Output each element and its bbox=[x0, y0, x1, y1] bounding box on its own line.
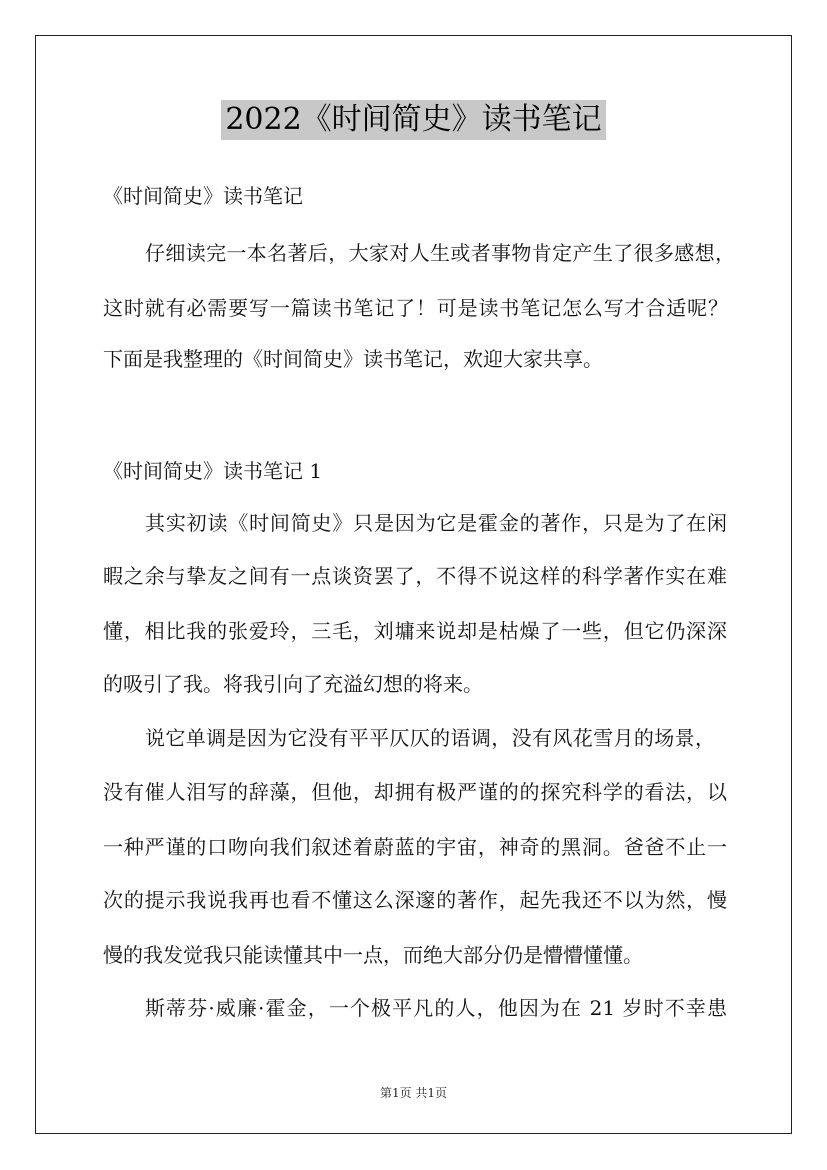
section-line-2: 暇之余与挚友之间有一点谈资罢了，不得不说这样的科学著作实在难 bbox=[103, 564, 727, 588]
section-line-3: 懂，相比我的张爱玲，三毛，刘墉来说却是枯燥了一些，但它仍深深 bbox=[103, 619, 727, 643]
section-line-1: 其实初读《时间简史》只是因为它是霍金的著作，只是为了在闲 bbox=[145, 511, 727, 535]
intro-line-3: 下面是我整理的《时间简史》读书笔记，欢迎大家共享。 bbox=[103, 347, 603, 371]
document-subtitle: 《时间简史》读书笔记 bbox=[103, 184, 303, 208]
title-container bbox=[0, 100, 827, 140]
section-line-8: 次的提示我说我再也看不懂这么深邃的著作，起先我还不以为然，慢 bbox=[103, 888, 727, 912]
section-heading: 《时间简史》读书笔记 1 bbox=[103, 459, 323, 483]
intro-line-2: 这时就有必需要写一篇读书笔记了！可是读书笔记怎么写才合适呢？ bbox=[103, 296, 728, 320]
page-footer: 第1页 共1页 bbox=[379, 1086, 448, 1100]
document-title: 2022《时间简史》读书笔记 bbox=[221, 100, 605, 140]
section-line-4: 的吸引了我。将我引向了充溢幻想的将来。 bbox=[103, 672, 483, 696]
section-line-5: 说它单调是因为它没有平平仄仄的语调，没有风花雪月的场景， bbox=[145, 726, 715, 750]
section-line-7: 一种严谨的口吻向我们叙述着蔚蓝的宇宙，神奇的黑洞。爸爸不止一 bbox=[103, 835, 727, 859]
intro-line-1: 仔细读完一本名著后，大家对人生或者事物肯定产生了很多感想， bbox=[145, 241, 735, 265]
section-line-10: 斯蒂芬·威廉·霍金，一个极平凡的人，他因为在 21 岁时不幸患 bbox=[145, 996, 727, 1020]
section-line-6: 没有催人泪写的辞藻，但他，却拥有极严谨的的探究科学的看法，以 bbox=[103, 780, 727, 804]
section-line-9: 慢的我发觉我只能读懂其中一点，而绝大部分仍是懵懵懂懂。 bbox=[103, 943, 643, 967]
